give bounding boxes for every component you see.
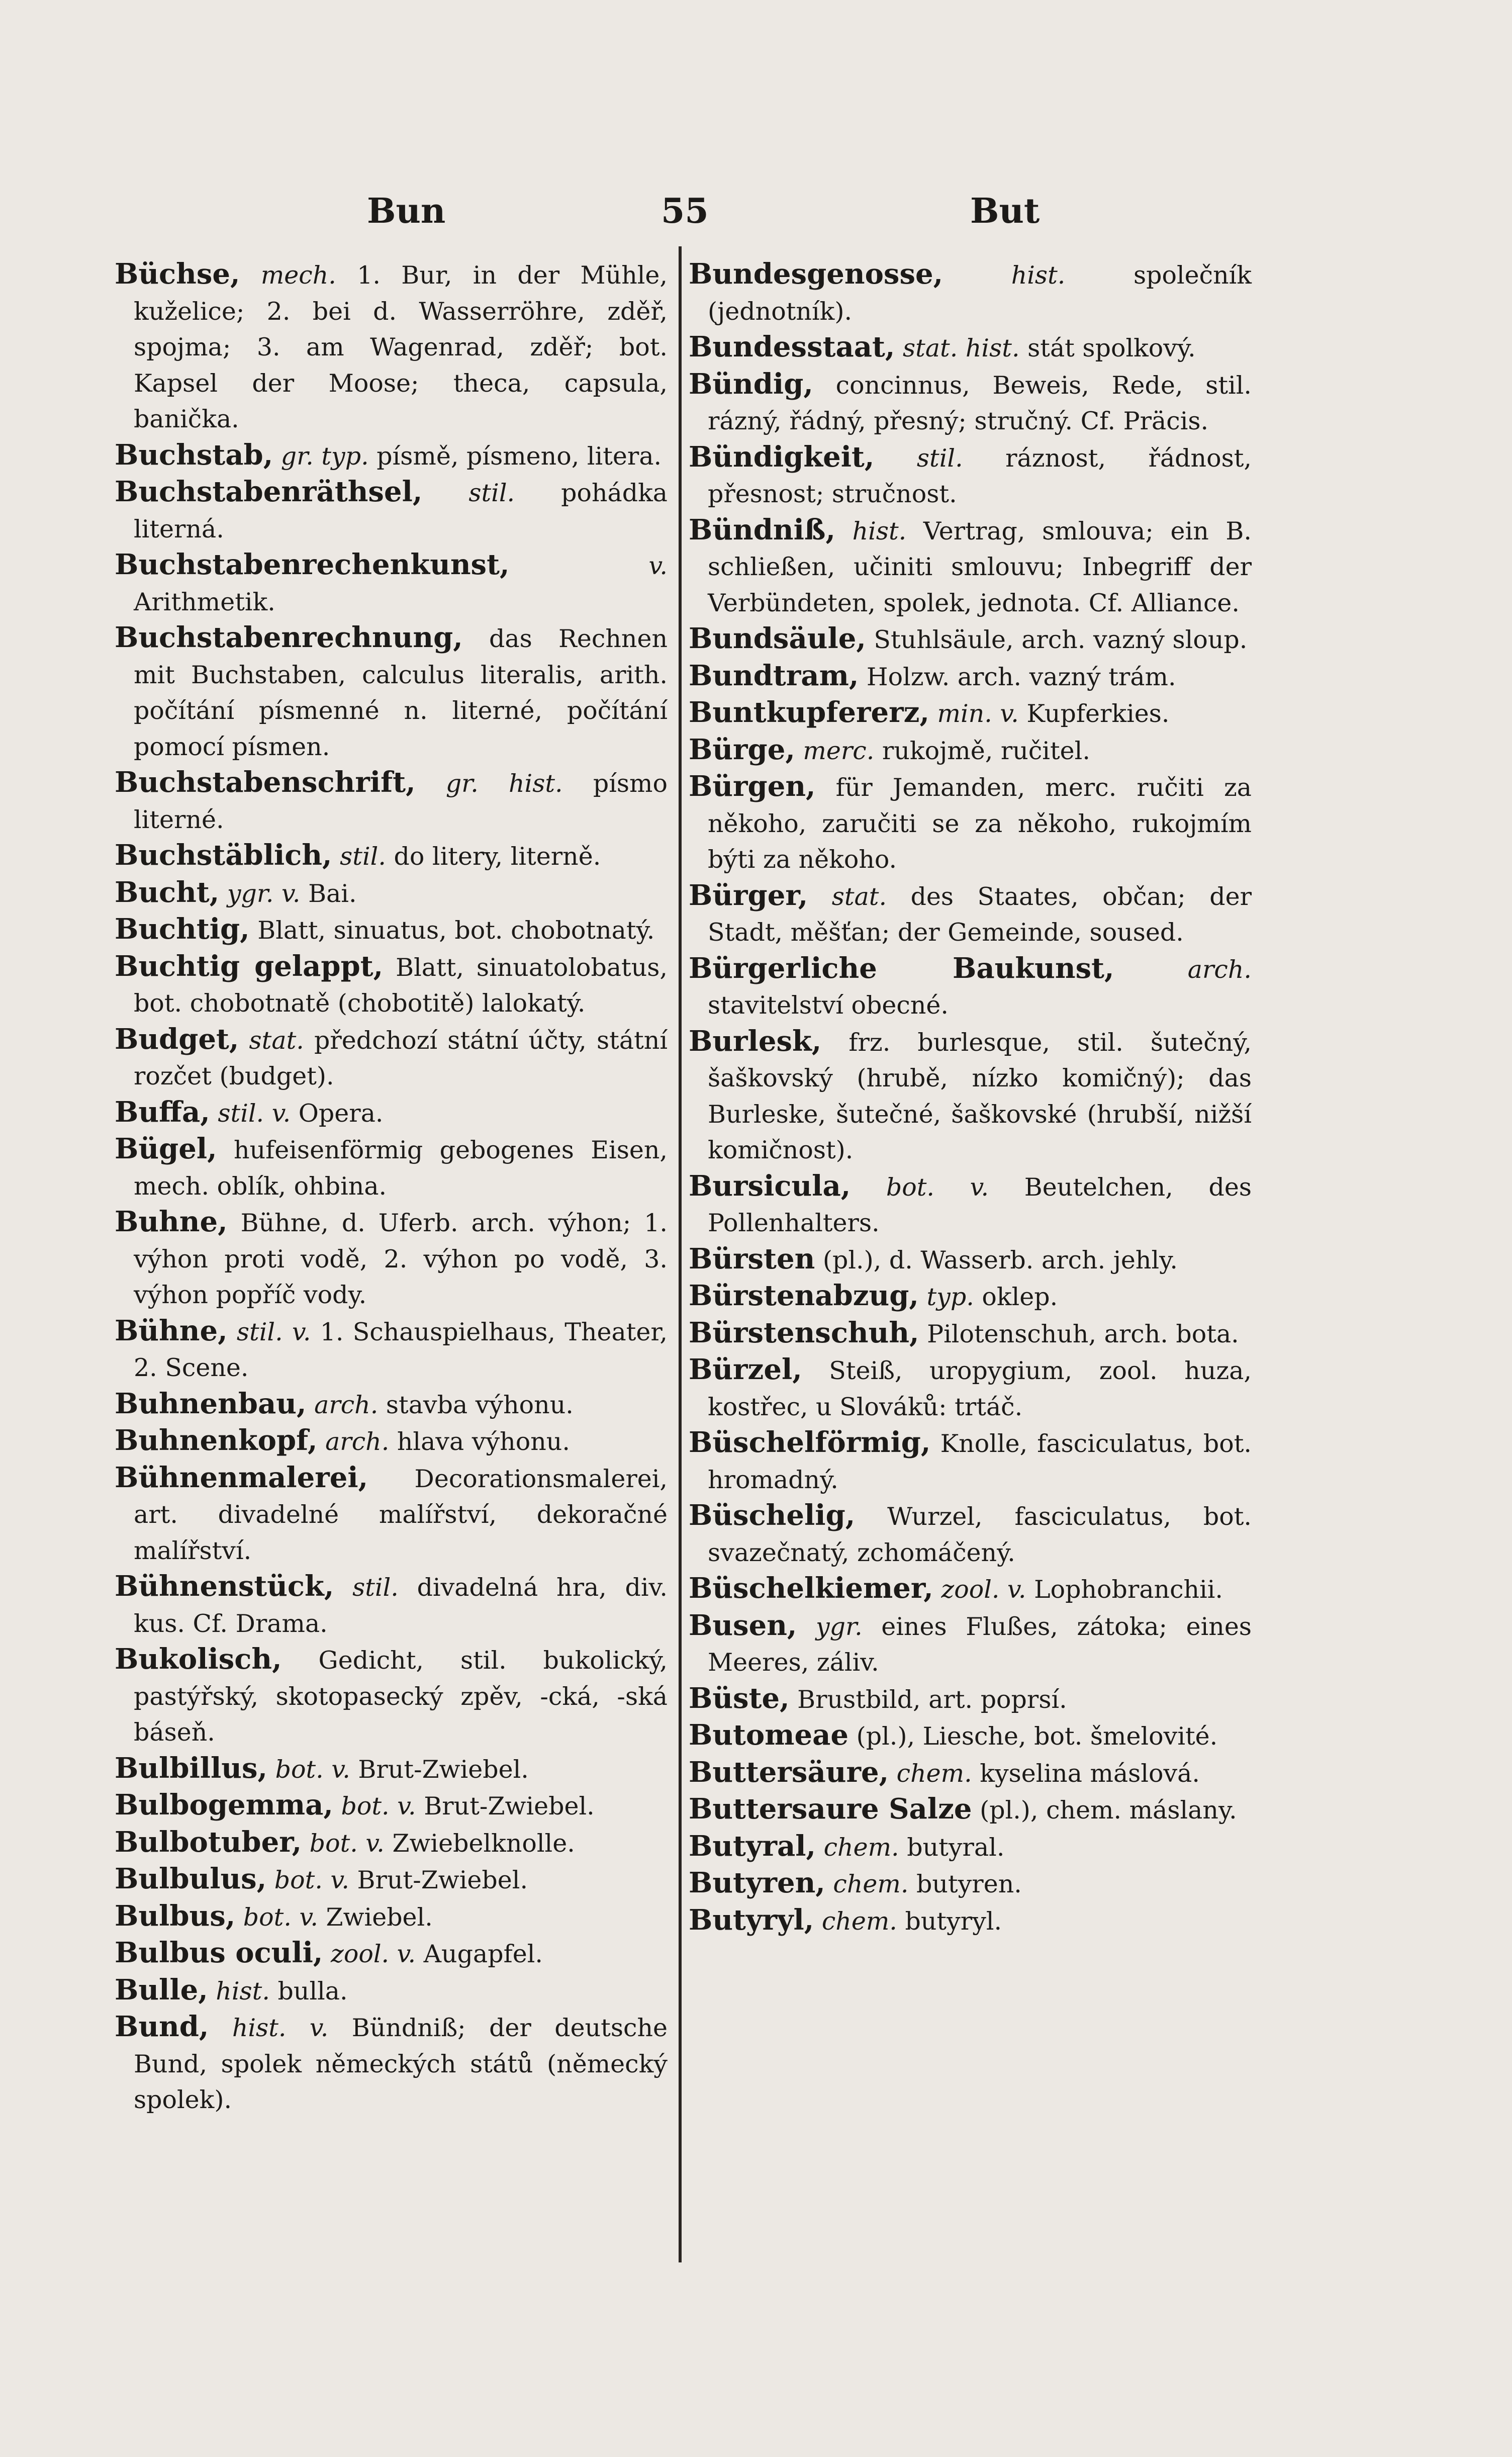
dictionary-entry	[689, 769, 1252, 878]
entry-definition: Zwiebelknolle.	[392, 1829, 575, 1858]
entry-headword: Buttersaure Salze	[689, 1792, 972, 1826]
entry-definition: Brut-Zwiebel.	[357, 1866, 528, 1894]
entry-headword: Büschelkiemer,	[689, 1572, 933, 1605]
entry-label: typ.	[926, 1283, 974, 1311]
header-left-guide-word: Bun	[367, 191, 446, 231]
entry-label: stat.	[249, 1026, 304, 1055]
entry-headword: Butyren,	[689, 1866, 825, 1899]
entry-definition: pohádka literná.	[134, 479, 668, 543]
entry-headword: Bündigkeit,	[689, 440, 875, 474]
entry-definition: Bai.	[308, 879, 357, 908]
dictionary-entry	[689, 439, 1252, 512]
entry-headword: Budget,	[115, 1022, 239, 1056]
dictionary-entry	[689, 1755, 1252, 1792]
dictionary-entry	[115, 474, 668, 547]
entry-definition: divadelná hra, div. kus. Cf. Drama.	[134, 1573, 668, 1638]
entry-definition: stavitelství obecné.	[708, 991, 949, 1020]
entry-definition: Wurzel, fasciculatus, bot. svazečnatý, zchomáčený.	[708, 1502, 1252, 1567]
entry-definition: oklep.	[982, 1283, 1058, 1311]
dictionary-entry	[115, 1423, 668, 1460]
dictionary-entry	[115, 1460, 668, 1569]
entry-label: hist. v.	[232, 2014, 329, 2042]
entry-headword: Bucht,	[115, 875, 220, 909]
entry-label: stil.	[916, 443, 963, 473]
entry-headword: Buttersäure,	[689, 1755, 889, 1789]
entry-definition: společník (jednotník).	[708, 261, 1252, 326]
entry-definition: Stuhlsäule, arch. vazný sloup.	[874, 625, 1248, 654]
entry-headword: Büchse,	[115, 257, 240, 291]
entry-headword: Buhnenkopf,	[115, 1424, 318, 1457]
left-column	[115, 256, 668, 2118]
entry-definition: Bühne, d. Uferb. arch. výhon; 1. výhon proti vodě, 2. výhon po vodě, 3. výhon popříč vody.	[134, 1209, 668, 1309]
entry-label: zool. v.	[941, 1575, 1026, 1604]
entry-headword: Butyral,	[689, 1829, 816, 1863]
entry-label: bot. v.	[886, 1172, 989, 1202]
entry-headword: Buffa,	[115, 1095, 210, 1129]
entry-label: bot. v.	[275, 1755, 350, 1784]
dictionary-entry	[115, 547, 668, 620]
dictionary-entry	[689, 256, 1252, 329]
entry-definition: Gedicht, stil. bukolický, pastýřský, skotopasecký zpěv, -cká, -ská báseň.	[134, 1646, 668, 1747]
entry-label: chem.	[896, 1759, 972, 1788]
dictionary-entry	[689, 1717, 1252, 1755]
entry-headword: Büschelig,	[689, 1499, 856, 1532]
dictionary-entry	[115, 912, 668, 949]
entry-definition: butyral.	[907, 1833, 1005, 1862]
entry-definition: des Staates, občan; der Stadt, měšťan; der Gemeinde, soused.	[708, 882, 1252, 947]
entry-label: arch.	[1187, 955, 1252, 984]
dictionary-entry	[115, 437, 668, 475]
dictionary-entry	[115, 1569, 668, 1642]
entry-headword: Bürgen,	[689, 770, 816, 803]
entry-label: chem.	[833, 1870, 909, 1898]
entry-definition: Pilotenschuh, arch. bota.	[927, 1319, 1239, 1348]
entry-definition: kyselina máslová.	[980, 1759, 1200, 1788]
entry-definition: Steiß, uropygium, zool. huza, kostřec, u Slováků: trtáč.	[708, 1356, 1252, 1421]
dictionary-entry	[115, 1898, 668, 1936]
entry-definition: do litery, literně.	[394, 842, 601, 871]
entry-definition: Arithmetik.	[134, 587, 275, 616]
entry-definition: Blatt, sinuatolobatus, bot. chobotnatě (chobotitě) lalokatý.	[134, 953, 668, 1018]
running-header	[116, 191, 1246, 246]
entry-label: stil. v.	[218, 1099, 291, 1128]
dictionary-entry	[115, 620, 668, 765]
dictionary-entry	[689, 1902, 1252, 1940]
entry-label: ygr.	[816, 1612, 863, 1641]
entry-headword: Buchtig,	[115, 913, 250, 946]
entry-label: ygr. v.	[227, 879, 301, 908]
dictionary-entry	[689, 621, 1252, 658]
entry-headword: Bukolisch,	[115, 1643, 282, 1676]
entry-headword: Bund,	[115, 2010, 209, 2043]
entry-headword: Bühnenstück,	[115, 1570, 334, 1603]
entry-label: hist.	[852, 516, 907, 545]
entry-label: v.	[648, 552, 668, 580]
entry-headword: Bursicula,	[689, 1169, 851, 1203]
entry-definition: stát spolkový.	[1027, 334, 1196, 362]
dictionary-entry	[115, 1095, 668, 1132]
entry-headword: Bürstenabzug,	[689, 1279, 919, 1312]
entry-definition: Bündniß; der deutsche Bund, spolek německých států (německý spolek).	[134, 2014, 668, 2114]
dictionary-entry	[689, 732, 1252, 769]
dictionary-entry	[689, 951, 1252, 1024]
dictionary-entry	[115, 1787, 668, 1825]
entry-label: chem.	[823, 1833, 899, 1862]
entry-definition: Augapfel.	[423, 1940, 543, 1968]
entry-headword: Bügel,	[115, 1132, 217, 1165]
entry-definition: ráznost, řádnost, přesnost; stručnost.	[708, 443, 1252, 508]
entry-definition: (pl.), Liesche, bot. šmelovité.	[856, 1722, 1218, 1751]
entry-headword: Buchstabenschrift,	[115, 766, 416, 799]
entry-definition: Brut-Zwiebel.	[424, 1792, 595, 1821]
entry-label: mech.	[260, 261, 336, 290]
entry-headword: Buhne,	[115, 1205, 228, 1238]
entry-label: stat.	[831, 882, 887, 911]
entry-headword: Bürger,	[689, 878, 808, 912]
dictionary-entry	[689, 1168, 1252, 1241]
dictionary-entry	[689, 1498, 1252, 1571]
dictionary-entry	[115, 1131, 668, 1204]
entry-definition: eines Flußes, zátoka; eines Meeres, záliv.	[708, 1612, 1252, 1677]
entry-headword: Bulbulus,	[115, 1862, 267, 1895]
entry-headword: Buchstabenrechnung,	[115, 621, 463, 654]
dictionary-entry	[115, 765, 668, 838]
entry-definition: Brustbild, art. poprsí.	[797, 1685, 1067, 1714]
entry-definition: Holzw. arch. vazný trám.	[866, 662, 1176, 691]
dictionary-entry	[115, 838, 668, 875]
entry-headword: Bürgerliche Baukunst,	[689, 951, 1114, 985]
entry-definition: concinnus, Beweis, Rede, stil. rázný, řádný, přesný; stručný. Cf. Präcis.	[708, 371, 1252, 435]
entry-definition: Zwiebel.	[326, 1902, 433, 1932]
dictionary-entry	[115, 2009, 668, 2118]
entry-headword: Bulbillus,	[115, 1751, 268, 1785]
entry-headword: Butyryl,	[689, 1903, 814, 1937]
dictionary-entry	[689, 1571, 1252, 1608]
column-divider	[679, 246, 682, 2262]
dictionary-entry	[115, 1972, 668, 2010]
entry-headword: Burlesk,	[689, 1024, 822, 1058]
entry-headword: Bulbogemma,	[115, 1788, 333, 1822]
entry-headword: Büste,	[689, 1681, 790, 1715]
dictionary-entry	[115, 1022, 668, 1095]
page-number: 55	[661, 191, 709, 231]
dictionary-entry	[689, 695, 1252, 732]
entry-label: stil. v.	[236, 1317, 311, 1346]
entry-label: hist.	[1011, 261, 1066, 290]
dictionary-entry	[689, 512, 1252, 621]
dictionary-entry	[689, 1829, 1252, 1866]
entry-definition: Vertrag, smlouva; ein B. schließen, učiniti smlouvu; Inbegriff der Verbündeten, spolek, jednota. Cf. Alliance.	[708, 516, 1252, 617]
entry-headword: Bühne,	[115, 1314, 228, 1347]
entry-definition: Knolle, fasciculatus, bot. hromadný.	[708, 1429, 1252, 1494]
dictionary-entry	[689, 1425, 1252, 1498]
entry-headword: Bundesstaat,	[689, 330, 895, 363]
right-column	[689, 256, 1252, 1939]
dictionary-entry	[689, 1241, 1252, 1279]
entry-definition: bulla.	[277, 1976, 348, 2006]
dictionary-entry	[115, 1751, 668, 1788]
dictionary-entry	[689, 1352, 1252, 1425]
entry-definition: Blatt, sinuatus, bot. chobotnatý.	[257, 916, 655, 945]
entry-headword: Buhnenbau,	[115, 1387, 307, 1420]
entry-label: stil.	[468, 479, 515, 507]
entry-headword: Bundesgenosse,	[689, 257, 943, 291]
entry-headword: Buchstabenrechenkunst,	[115, 548, 510, 581]
entry-label: bot. v.	[309, 1829, 385, 1858]
entry-headword: Bürge,	[689, 733, 795, 766]
entry-definition: předchozí státní účty, státní rozčet (budget).	[134, 1026, 668, 1090]
entry-definition: rukojmě, ručitel.	[882, 736, 1090, 765]
entry-headword: Buchstab,	[115, 438, 273, 472]
dictionary-entry	[689, 1024, 1252, 1168]
entry-headword: Bündig,	[689, 367, 813, 401]
entry-definition: Brut-Zwiebel.	[358, 1755, 529, 1784]
dictionary-entry	[115, 1313, 668, 1386]
entry-headword: Büschelförmig,	[689, 1426, 931, 1459]
entry-definition: butyryl.	[905, 1906, 1002, 1936]
entry-headword: Buchstäblich,	[115, 839, 332, 872]
entry-definition: das Rechnen mit Buchstaben, calculus literalis, arith. počítání písmenné n. literné, počítání pomocí písmen.	[134, 624, 668, 761]
entry-definition: Lophobranchii.	[1034, 1575, 1223, 1604]
entry-headword: Buchstabenräthsel,	[115, 475, 423, 508]
entry-headword: Bündniß,	[689, 513, 835, 547]
dictionary-entry	[115, 875, 668, 912]
dictionary-entry	[689, 658, 1252, 695]
entry-label: stil.	[352, 1573, 399, 1602]
entry-headword: Bürsten	[689, 1242, 815, 1276]
entry-label: stil.	[340, 842, 386, 871]
entry-headword: Bulbotuber,	[115, 1825, 302, 1859]
dictionary-entry	[115, 256, 668, 437]
entry-headword: Buntkupfererz,	[689, 696, 929, 729]
dictionary-entry	[115, 1204, 668, 1313]
entry-label: gr. hist.	[445, 769, 563, 798]
entry-headword: Butomeae	[689, 1718, 849, 1752]
entry-definition: Decorationsmalerei, art. divadelné malířství, dekoračné malířství.	[134, 1464, 668, 1565]
entry-definition: Beutelchen, des Pollenhalters.	[708, 1172, 1252, 1237]
entry-label: gr. typ.	[280, 441, 369, 471]
entry-headword: Bulbus,	[115, 1899, 236, 1933]
entry-definition: 1. Schauspielhaus, Theater, 2. Scene.	[134, 1317, 668, 1382]
header-right-guide-word: But	[970, 191, 1040, 231]
dictionary-entry	[689, 1791, 1252, 1829]
entry-definition: für Jemanden, merc. ručiti za někoho, zaručiti se za někoho, rukojmím býti za někoho.	[708, 773, 1252, 874]
entry-headword: Buchtig gelappt,	[115, 949, 384, 983]
dictionary-entry	[689, 1865, 1252, 1902]
entry-definition: frz. burlesque, stil. šutečný, šaškovský (hrubě, nízko komičný); das Burleske, šutečné, šaškovské (hrubší, nižší komičnost).	[708, 1028, 1252, 1164]
dictionary-entry	[689, 367, 1252, 439]
entry-label: arch.	[314, 1390, 379, 1419]
entry-definition: písmo literné.	[134, 769, 668, 834]
dictionary-entry	[115, 1642, 668, 1751]
entry-label: bot. v.	[341, 1792, 416, 1821]
entry-headword: Busen,	[689, 1608, 797, 1642]
dictionary-entry	[689, 329, 1252, 367]
entry-definition: písmě, písmeno, litera.	[376, 441, 662, 471]
entry-label: bot. v.	[243, 1902, 318, 1932]
entry-label: zool. v.	[331, 1940, 416, 1968]
dictionary-entry	[115, 949, 668, 1022]
entry-definition: Opera.	[298, 1099, 384, 1128]
entry-headword: Bürzel,	[689, 1353, 802, 1386]
dictionary-entry	[115, 1935, 668, 1972]
entry-definition: 1. Bur, in der Mühle, kuželice; 2. bei d. Wasserröhre, zděř, spojma; 3. am Wagenrad, zděř; bot. Kapsel der Moose; theca, capsula, banička.	[134, 261, 668, 433]
entry-label: stat. hist.	[902, 334, 1020, 362]
dictionary-entry	[689, 1608, 1252, 1681]
entry-label: arch.	[325, 1427, 390, 1456]
entry-label: hist.	[216, 1976, 270, 2006]
entry-headword: Bulle,	[115, 1973, 208, 2007]
entry-label: bot. v.	[274, 1866, 349, 1894]
entry-headword: Bühnenmalerei,	[115, 1461, 368, 1494]
entry-definition: (pl.), d. Wasserb. arch. jehly.	[822, 1245, 1178, 1275]
entry-definition: hufeisenförmig gebogenes Eisen, mech. oblík, ohbina.	[134, 1136, 668, 1201]
dictionary-entry	[689, 1315, 1252, 1352]
entry-definition: butyren.	[916, 1870, 1022, 1898]
entry-label: min. v.	[937, 699, 1019, 728]
dictionary-entry	[689, 878, 1252, 951]
entry-definition: stavba výhonu.	[386, 1390, 574, 1419]
dictionary-entry	[115, 1861, 668, 1898]
entry-headword: Bürstenschuh,	[689, 1316, 919, 1349]
dictionary-entry	[115, 1825, 668, 1862]
entry-headword: Bulbus oculi,	[115, 1936, 323, 1969]
dictionary-entry	[115, 1386, 668, 1423]
entry-definition: (pl.), chem. máslany.	[980, 1796, 1237, 1825]
dictionary-entry	[689, 1681, 1252, 1718]
entry-label: chem.	[821, 1906, 897, 1936]
dictionary-entry	[689, 1278, 1252, 1315]
entry-label: merc.	[803, 736, 875, 765]
entry-headword: Bundsäule,	[689, 622, 866, 655]
entry-headword: Bundtram,	[689, 659, 859, 692]
entry-definition: Kupferkies.	[1026, 699, 1170, 728]
entry-definition: hlava výhonu.	[397, 1427, 570, 1456]
